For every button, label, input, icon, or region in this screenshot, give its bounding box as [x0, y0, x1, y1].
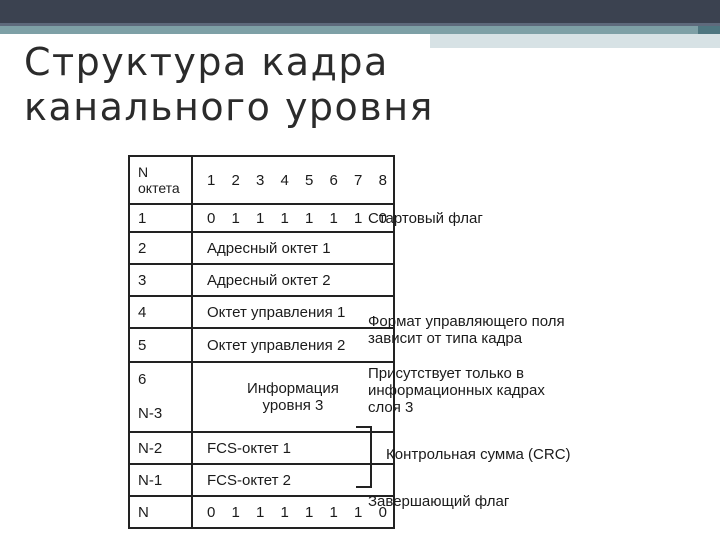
slide-title	[24, 40, 444, 130]
control-field-note-line-2: зависит от типа кадра	[368, 330, 523, 347]
octet-number-range	[129, 362, 192, 432]
accent-strip	[430, 34, 720, 48]
octet-number: N-2	[129, 432, 192, 464]
table-row	[129, 328, 394, 362]
octet-number-header-line-2: октета	[138, 180, 180, 196]
octet-content: 0 1 1 1 1 1 1 0	[192, 204, 394, 232]
crc-note: Контрольная сумма (CRC)	[386, 446, 571, 463]
table-row	[129, 204, 394, 232]
octet-number-range-start: 6	[138, 371, 147, 388]
table-row	[129, 496, 394, 528]
accent-bar-end	[698, 26, 720, 34]
control-field-note	[368, 313, 565, 347]
info-field-note-line-2: информационных кадрах	[368, 382, 545, 399]
octet-content: FCS-октет 2	[192, 464, 394, 496]
octet-content: FCS-октет 1	[192, 432, 394, 464]
octet-content	[192, 362, 394, 432]
octet-number-header-line-1: N	[138, 164, 149, 180]
frame-structure-table	[128, 155, 395, 529]
bit-numbers-header: 1 2 3 4 5 6 7 8	[192, 156, 394, 204]
crc-bracket	[356, 426, 372, 488]
table-header-row	[129, 156, 394, 204]
table-row	[129, 296, 394, 328]
table-row	[129, 432, 394, 464]
octet-number-header	[129, 156, 192, 204]
octet-number-range-end: N-3	[138, 405, 163, 422]
info-field-note	[368, 365, 545, 416]
octet-content: Октет управления 1	[192, 296, 394, 328]
accent-bar	[0, 26, 720, 34]
octet-number: 1	[129, 204, 192, 232]
octet-number: 5	[129, 328, 192, 362]
octet-content-line-1: Информация	[247, 380, 339, 397]
info-field-note-line-3: слоя 3	[368, 399, 414, 416]
slide-title-line-2: канального уровня	[24, 85, 434, 129]
octet-number: N	[129, 496, 192, 528]
octet-number: 3	[129, 264, 192, 296]
slide-title-line-1: Структура кадра	[24, 40, 389, 84]
top-bar	[0, 0, 720, 26]
octet-content: Октет управления 2	[192, 328, 394, 362]
info-field-note-line-1: Присутствует только в	[368, 365, 524, 382]
table-row	[129, 362, 394, 432]
octet-number: N-1	[129, 464, 192, 496]
octet-number: 4	[129, 296, 192, 328]
table-row	[129, 264, 394, 296]
octet-content: 0 1 1 1 1 1 1 0	[192, 496, 394, 528]
octet-content: Адресный октет 2	[192, 264, 394, 296]
table-row	[129, 232, 394, 264]
octet-content: Адресный октет 1	[192, 232, 394, 264]
octet-number: 2	[129, 232, 192, 264]
end-flag-note: Завершающий флаг	[368, 493, 510, 510]
table-row	[129, 464, 394, 496]
octet-content-line-2: уровня 3	[262, 397, 324, 414]
control-field-note-line-1: Формат управляющего поля	[368, 313, 565, 330]
start-flag-note: Стартовый флаг	[368, 210, 483, 227]
